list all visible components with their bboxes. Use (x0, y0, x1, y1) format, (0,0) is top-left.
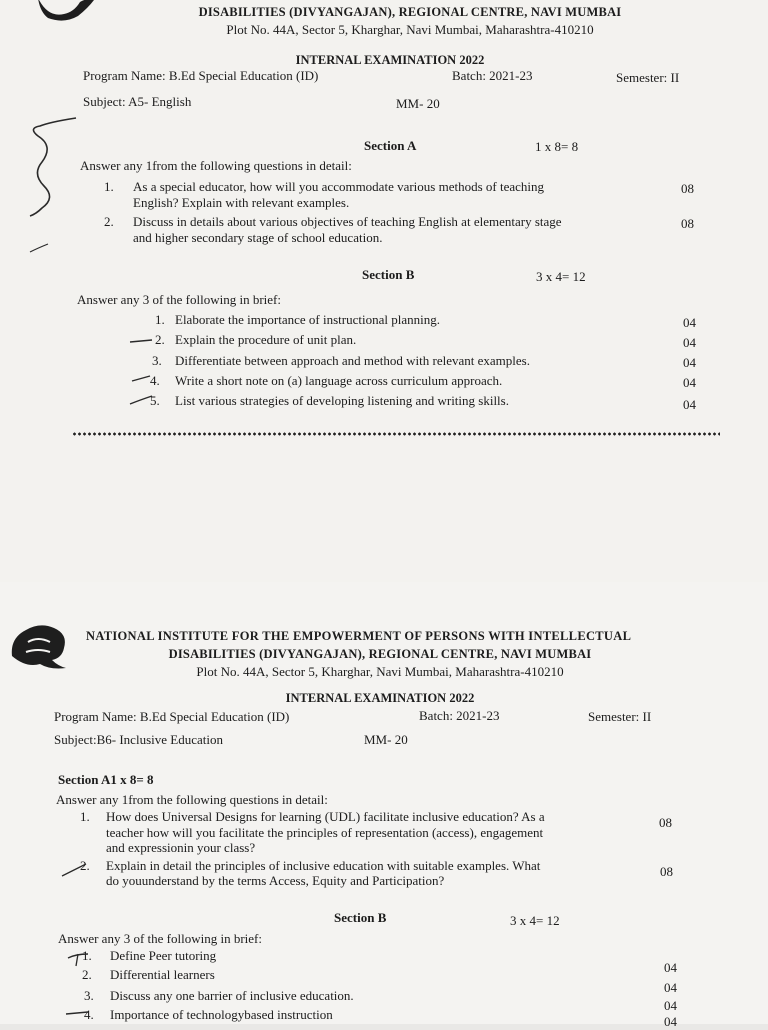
question-text: Importance of technologybased instruction (110, 1007, 333, 1022)
section-a-instruction: Answer any 1from the following questions in detail: (80, 158, 352, 173)
question-marks: 04 (664, 960, 677, 975)
question-text: Discuss any one barrier of inclusive education. (110, 988, 354, 1003)
max-marks: MM- 20 (364, 732, 408, 747)
question-text: Explain the procedure of unit plan. (175, 332, 357, 347)
question-number: 4. (84, 1007, 94, 1022)
institute-name-line: NATIONAL INSTITUTE FOR THE EMPOWERMENT OF PERSONS WITH INTELLECTUAL (86, 629, 632, 643)
question-text: do youunderstand by the terms Access, Equity and Participation? (106, 873, 445, 888)
section-b-instruction: Answer any 3 of the following in brief: (58, 931, 262, 946)
pen-tick-mark (28, 238, 52, 256)
pen-check-mark (60, 858, 88, 880)
question-marks: 04 (683, 355, 696, 370)
max-marks: MM- 20 (396, 96, 440, 111)
question-number: 1. (80, 809, 90, 824)
question-text: List various strategies of developing listening and writing skills. (175, 393, 509, 408)
program-name: Program Name: B.Ed Special Education (ID) (83, 68, 319, 83)
section-b-title: Section B (362, 267, 415, 282)
question-number: 3. (152, 353, 162, 368)
question-number: 1. (155, 312, 165, 327)
question-text: and expressionin your class? (106, 840, 256, 855)
question-text: teacher how will you facilitate the principles of representation (access), engagement (106, 825, 544, 840)
section-a-title: Section A1 x 8= 8 (58, 772, 154, 787)
question-number: 1. (82, 948, 92, 963)
batch: Batch: 2021-23 (419, 708, 500, 723)
question-marks: 08 (659, 815, 672, 830)
question-marks: 04 (683, 397, 696, 412)
question-number: 2. (104, 214, 114, 229)
question-marks: 08 (681, 216, 694, 231)
batch: Batch: 2021-23 (452, 68, 533, 83)
section-b-marks: 3 x 4= 12 (510, 913, 560, 928)
question-marks: 08 (660, 864, 673, 879)
exam-title: INTERNAL EXAMINATION 2022 (295, 53, 485, 67)
question-text: Differentiate between approach and method with relevant examples. (175, 353, 530, 368)
question-marks: 04 (683, 315, 696, 330)
question-text: Elaborate the importance of instructional planning. (175, 312, 440, 327)
semester: Semester: II (588, 709, 652, 724)
pen-bracket-mark (20, 112, 80, 222)
question-number: 4. (150, 373, 160, 388)
section-a-marks: 1 x 8= 8 (535, 139, 579, 154)
question-marks: 04 (683, 335, 696, 350)
question-text: and higher secondary stage of school education. (133, 230, 383, 245)
pen-dash-marks (128, 336, 158, 408)
section-b-instruction: Answer any 3 of the following in brief: (77, 292, 281, 307)
question-marks: 08 (681, 181, 694, 196)
question-text: How does Universal Designs for learning (UDL) facilitate inclusive education? As a (106, 809, 545, 824)
question-marks: 04 (664, 980, 677, 995)
semester: Semester: II (616, 70, 680, 85)
exam-title: INTERNAL EXAMINATION 2022 (285, 691, 475, 705)
question-number: 2. (82, 967, 92, 982)
question-marks: 04 (683, 375, 696, 390)
question-text: Write a short note on (a) language across curriculum approach. (175, 373, 503, 388)
institute-name-line: DISABILITIES (DIVYANGAJAN), REGIONAL CENTRE, NAVI MUMBAI (198, 5, 622, 19)
question-text: English? Explain with relevant examples. (133, 195, 350, 210)
question-marks: 04 (664, 998, 677, 1013)
section-b-marks: 3 x 4= 12 (536, 269, 586, 284)
section-b-title: Section B (334, 910, 387, 925)
exam-paper-inclusive-education (0, 582, 768, 1029)
question-text: Differential learners (110, 967, 215, 982)
question-number: 3. (84, 988, 94, 1003)
program-name: Program Name: B.Ed Special Education (ID) (54, 709, 290, 724)
subject: Subject: A5- English (83, 94, 192, 109)
section-a-instruction: Answer any 1from the following questions in detail: (56, 792, 328, 807)
institute-logo-icon (34, 0, 98, 22)
question-number: 2. (80, 858, 90, 873)
subject: Subject:B6- Inclusive Education (54, 732, 223, 747)
institute-name-line: DISABILITIES (DIVYANGAJAN), REGIONAL CENTRE, NAVI MUMBAI (168, 647, 592, 661)
institute-address: Plot No. 44A, Sector 5, Kharghar, Navi Mumbai, Maharashtra-410210 (196, 664, 564, 679)
question-text: Discuss in details about various objectives of teaching English at elementary stage (133, 214, 562, 229)
pen-dash-marks (64, 952, 94, 1022)
question-number: 1. (104, 179, 114, 194)
section-a-title: Section A (364, 138, 417, 153)
question-number: 5. (150, 393, 160, 408)
institute-address: Plot No. 44A, Sector 5, Kharghar, Navi Mumbai, Maharashtra-410210 (226, 22, 594, 37)
question-marks: 04 (664, 1014, 677, 1029)
question-text: Define Peer tutoring (110, 948, 217, 963)
question-text: As a special educator, how will you accommodate various methods of teaching (133, 179, 545, 194)
question-text: Explain in detail the principles of inclusive education with suitable examples. What (106, 858, 541, 873)
dotted-separator (72, 432, 720, 436)
question-number: 2. (155, 332, 165, 347)
institute-logo-icon (6, 618, 72, 672)
